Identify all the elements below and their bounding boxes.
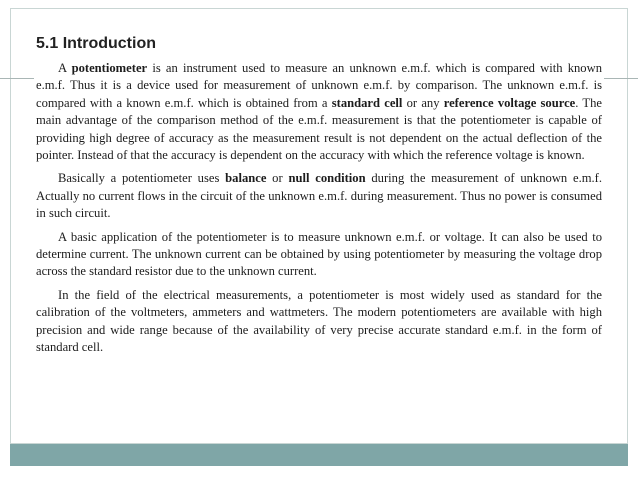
- text-segment: . The main advantage of the comparison method of the e.m.f. measurement is that the potentiometer is capable of providing high degree of accuracy as the measurement result is not dependent on the actual deflection of the pointer. Instead of that the accuracy is dependent on the accuracy with which the reference voltage is known.: [36, 95, 602, 163]
- decorative-rule-left: [0, 78, 34, 79]
- paragraph-3: [36, 229, 602, 281]
- text-segment: is an instrument used to measure an unknown e.m.f. which is compared with known e.m.f. Thus it is a device used for measurement of unknown e.m.f. by comparison. The unknown e.m.f. is compared with a known e.m.f. which is obtained from a: [36, 61, 602, 110]
- bold-term-null-condition: null condition: [288, 171, 366, 186]
- text-segment: A: [58, 61, 72, 75]
- paragraph-4: [36, 287, 602, 357]
- document-content: [36, 28, 602, 363]
- footer-bar: [10, 444, 628, 466]
- text-segment: In the field of the electrical measurements, a potentiometer is most widely used as standard for the calibration of the voltmeters, ammeters and wattmeters. The modern potentiometers are available with high precision and wide range because of the availability of very precise accurate standard e.m.f. in the form of standard cell.: [36, 287, 602, 355]
- text-segment: A basic application of the potentiometer is to measure unknown e.m.f. or voltage. It can also be used to determine current. The unknown current can be obtained by using potentiometer by measuring the voltage drop across the standard resistor due to the unknown current.: [36, 229, 602, 279]
- bold-term-potentiometer: potentiometer: [71, 61, 148, 75]
- bold-term-balance: balance: [225, 171, 267, 186]
- text-segment: during the measurement of unknown e.m.f. Actually no current flows in the circuit of the unknown e.m.f. during measurement. Thus no power is consumed in such circuit.: [36, 171, 603, 221]
- bold-term-standard-cell: standard cell: [331, 95, 403, 110]
- text-segment: Basically a potentiometer uses: [58, 171, 226, 186]
- text-segment: or: [266, 171, 289, 186]
- section-heading: 5.1 Introduction: [36, 35, 156, 52]
- decorative-rule-right: [604, 78, 638, 79]
- paragraph-2: [36, 170, 602, 222]
- text-segment: or any: [402, 95, 444, 110]
- paragraph-1: [36, 60, 602, 164]
- bold-term-reference-voltage-source: reference voltage source: [443, 95, 576, 110]
